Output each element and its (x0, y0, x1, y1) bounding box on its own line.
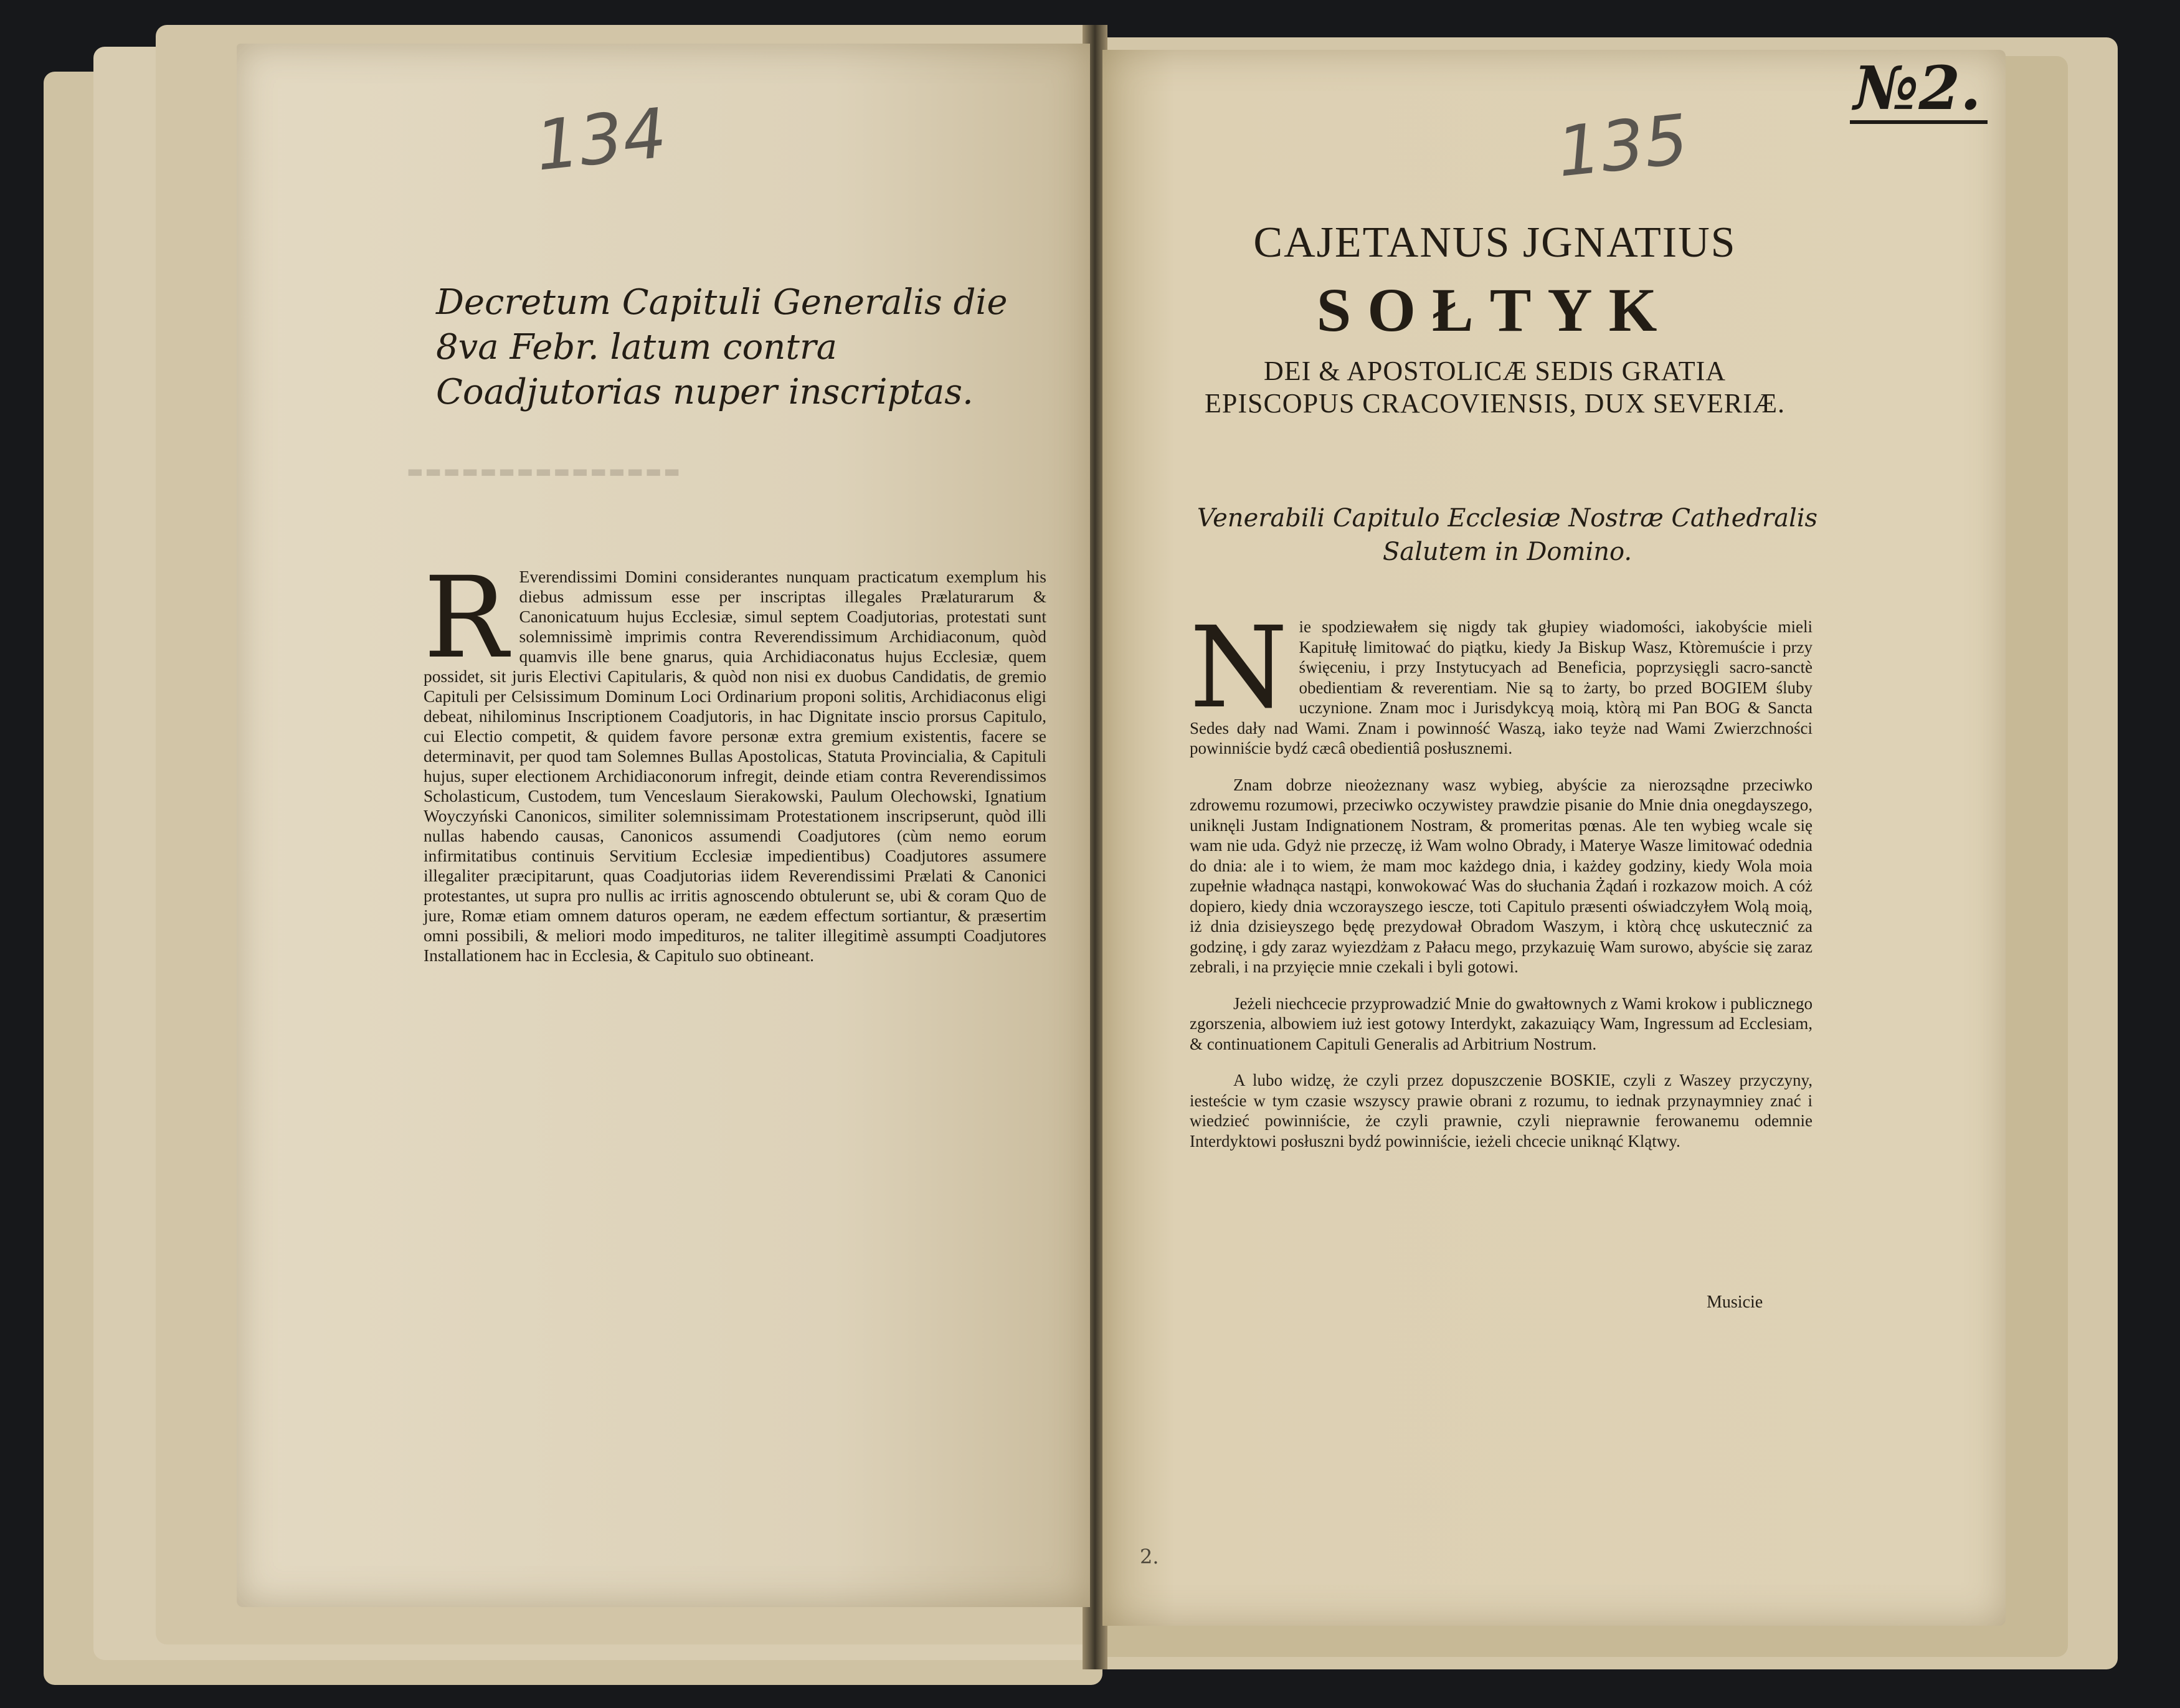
decree-body-text: Everendissimi Domini considerantes nunquam practicatum exemplum his diebus admissum esse per inscriptas illegales Prælaturarum & Canonicatuum hujus Ecclesiæ, simul septem Coadjutorias, protestati sunt solemnissimè imprimis contra Reverendissimum Archidiaconum, quòd quamvis ille bene gnarus, quia Archidiaconatus hujus Ecclesiæ, quem possidet, sit juris Electivi Capitularis, & quòd non nisi ex duobus Candidatis, de gremio Capituli per Celsissimum Dominum Loci Ordinarium proponi solitis, Archidiaconus eligi debeat, nihilominus Inscriptionem Coadjutoris, in hac Dignitate inscio prorsus Capitulo, cui Electio competit, & quidem favore personæ extra gremium existentis, facere se determinavit, per quod tam Solemnes Bullas Apostolicas, Statuta Provincialia, & Capituli hujus, super electionem Archidiaconorum infregit, deinde etiam contra Reverendissimos Scholasticum, Custodem, tum Venceslaum Sierakowski, Paulum Olechowski, Ignatium Woyczyński Canonicos, similiter solemnissimam Protestationem inscripserunt, quòd illi nullas habendo causas, Canonicos assumendi Coadjutores (cùm nemo eorum infirmitatibus continuis Servitium Ecclesiæ impedientibus) Coadjutores assumere illegaliter præcipitarunt, quas Coadjutorias iidem Reverendissimi Prælati & Canonici protestantes, ut supra pro nullis ac irritis agnoscendo obtulerunt se, ubi & coram Quo de jure, Romæ etiam omnem daturos operam, ne eædem effectum sortiantur, & præsertim omni possibili, & meliori modo impedituros, ne taliter illegitimè assumpti Coadjutores Installationem hac in Ecclesia, & Capitulo suo obtineant. (424, 567, 1046, 965)
letter-body (1190, 603, 1813, 1167)
decree-body (424, 553, 1046, 965)
letter-paragraph-2: Znam dobrze nieożeznany wasz wybieg, abyście za nierozsądne przeciwko zdrowemu rozumowi, przeciwko oczywistey prawdzie pisanie do Mnie dnia onegdayszego, uniknęli Justam Indignationem Nostram, & promeritas pœnas. Ale ten wybieg wcale się wam nie uda. Gdyż nie przeczę, iż Wam wolno Obrady, i Materye Wasze limitować odednia do dnia: ale i to wiem, że mam moc każdego dnia, i każdey godziny, kiedy Wola moia zupełnie władnąca nastąpi, konwokować Was do słuchania Żądań i rozkazow moich. A cóż dopiero, kiedy dnia wczorayszego iescze, toti Capitulo præsenti oświadczyłem Wolą moią, iż dnia dzisieyszego będę prezydował Obradom Waszym, i ktòrą chcę uskutecznić za godzinę, i gdy zaraz wyiezdżam z Pałacu mego, przykazuię Wam surowo, abyście się zaraz zebrali, i na przyięcie mnie czekali i byli gotowi. (1190, 775, 1813, 976)
folio-number-right: 135 (1553, 99, 1692, 192)
bleed-through-text: ▬▬▬▬▬▬▬▬▬▬▬▬▬▬▬ (405, 461, 680, 482)
folio-number-left: 134 (531, 93, 671, 186)
salutation: Venerabili Capitulo Ecclesiæ Nostræ Cathedralis Salutem in Domino. (1197, 504, 1818, 566)
letter-paragraph-1-text: ie spodziewałem się nigdy tak głupiey wiadomości, iakobyście mieli Kapitułę limitować do piątku, kiedy Ja Biskup Wasz, Ktòremuście i przy święceniu, i przy Instytucyach ad Beneficia, poprzysięgli sacro-sanctè obedientiam & reverentiam. Nie są to żarty, bo przed BOGIEM śluby uczynione. Znam moc i Jurisdykcyą moią, ktòrą mi Pan BOG & Sancta Sedes dały nad Wami. Znam i powinność Waszą, iako teyże nad Wami Zwierzchności powinniście bydź cæcâ obedientiâ posłusznemi. (1190, 617, 1813, 757)
bishop-title: DEI & APOSTOLICÆ SEDIS GRATIA EPISCOPUS CRACOVIENSIS, DUX SEVERIÆ. (1204, 356, 1786, 419)
bishop-name-line: CAJETANUS JGNATIUS (1253, 219, 1737, 267)
document-number: №2. (1850, 57, 1988, 124)
letter-paragraph-1 (1190, 603, 1813, 759)
letter-paragraph-4: A lubo widzę, że czyli przez dopuszczenie BOSKIE, czyli z Waszey przyczyny, iesteście w tym czasie wszyscy prawie obrani z rozumu, to iednak przynaymniey znać i wiedzieć powinniście, że czyli prawnie, czyli nieprawnie ferowanemu odemnie Interdyktowi posłuszni bydź powinniście, ieżeli chcecie uniknąć Klątwy. (1190, 1071, 1813, 1151)
bishop-surname: SOŁTYK (1316, 275, 1674, 344)
drop-cap-r: R (424, 553, 508, 683)
drop-cap-n: N (1190, 603, 1288, 733)
signature-mark: 2. (1140, 1545, 1159, 1568)
decree-title: Decretum Capituli Generalis die 8va Febr. latum contra Coadjutorias nuper inscriptas. (436, 282, 1008, 412)
letter-paragraph-3: Jeżeli niechcecie przyprowadzić Mnie do gwałtownych z Wami krokow i publicznego zgorszenia, albowiem iuż iest gotowy Interdykt, zakazuiący Wam, Ingressum ad Ecclesiam, & continuationem Capituli Generalis ad Arbitrium Nostrum. (1190, 994, 1813, 1053)
catchword: Musicie (1707, 1293, 1763, 1312)
